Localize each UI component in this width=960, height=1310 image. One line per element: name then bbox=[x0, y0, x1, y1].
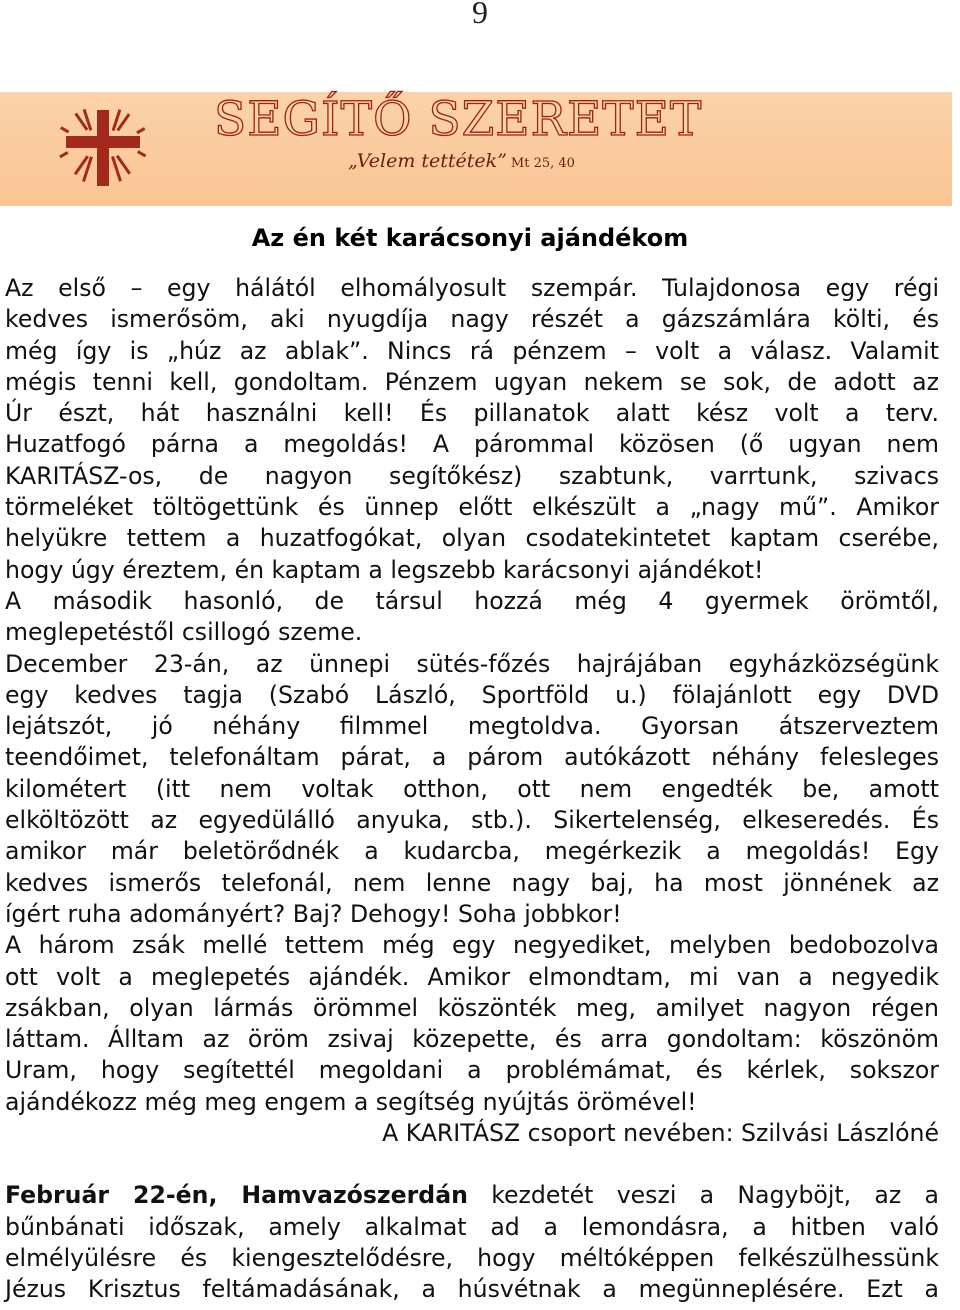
article-line: zsákban, olyan lármás örömmel köszönték meg, amilyet nagyon régen bbox=[5, 993, 939, 1022]
article-title: Az én két karácsonyi ajándékom bbox=[251, 224, 689, 252]
banner-reference: Mt 25, 40 bbox=[510, 156, 575, 171]
article-line: egy kedves tagja (Szabó László, Sportföld u.) fölajánlott egy DVD bbox=[5, 680, 939, 709]
article-line: elköltözött az egyedülálló anyuka, stb.). Sikertelenség, elkeseredés. És bbox=[5, 806, 939, 835]
next-article-line: elmélyülésre és kiengesztelődésre, hogy méltóképpen felkészülhessünk bbox=[5, 1243, 939, 1272]
article-line: hogy úgy éreztem, én kaptam a legszebb karácsonyi ajándékot! bbox=[5, 555, 764, 584]
article-line: mégis tenni kell, gondoltam. Pénzem ugyan nekem se sok, de adott az bbox=[5, 367, 939, 396]
page-number: 9 bbox=[472, 0, 488, 30]
article-line: Huzatfogó párna a megoldás! A párommal közösen (ő ugyan nem bbox=[5, 430, 939, 459]
article-line: Úr észt, hát használni kell! És pillanatok alatt kész volt a terv. bbox=[5, 399, 939, 428]
banner-quote: „Velem tettétek” bbox=[348, 150, 507, 172]
article-line: December 23-án, az ünnepi sütés-főzés hajrájában egyházközségünk bbox=[5, 649, 939, 678]
article-line: még így is „húz az ablak”. Nincs rá pénzem – volt a válasz. Valamit bbox=[5, 336, 939, 365]
article-line: ígért ruha adományért? Baj? Dehogy! Soha jobbkor! bbox=[5, 899, 622, 928]
banner-title: SEGÍTŐ SZERETET bbox=[214, 92, 703, 147]
article-line: kedves ismerősöm, aki nyugdíja nagy részét a gázszámlára költi, és bbox=[5, 305, 939, 334]
article-line: helyükre tettem a huzatfogókat, olyan csodatekintetet kaptam cserébe, bbox=[5, 524, 939, 553]
next-article-line bbox=[5, 1180, 939, 1211]
article-line: kilométert (itt nem voltak otthon, ott nem engedték be, amott bbox=[5, 774, 939, 803]
article-line: Uram, hogy segítettél megoldani a problémámat, és kérlek, sokszor bbox=[5, 1056, 939, 1085]
article-line: meglepetéstől csillogó szeme. bbox=[5, 618, 363, 647]
article-line: láttam. Álltam az öröm zsivaj közepette, és arra gondoltam: köszönöm bbox=[5, 1025, 939, 1054]
article-line: amikor már beletörődnék a kudarcba, megérkezik a megoldás! Egy bbox=[5, 837, 939, 866]
article-line: ott volt a meglepetés ajándék. Amikor elmondtam, mi van a negyedik bbox=[5, 962, 939, 991]
caritas-cross-logo-icon bbox=[58, 106, 148, 190]
article-line: Az első – egy hálától elhomályosult szempár. Tulajdonosa egy régi bbox=[5, 274, 939, 302]
article-line: A második hasonló, de társul hozzá még 4 gyermek örömtől, bbox=[5, 586, 939, 615]
next-article-lead: Február 22-én, Hamvazószerdán bbox=[5, 1181, 468, 1210]
article-line: A három zsák mellé tettem még egy negyediket, melyben bedobozolva bbox=[5, 931, 939, 960]
article-line: ajándékozz még meg engem a segítség nyújtás örömével! bbox=[5, 1087, 697, 1116]
article-line: KARITÁSZ-os, de nagyon segítőkész) szabtunk, varrtunk, szivacs bbox=[5, 461, 939, 490]
article-line: kedves ismerős telefonál, nem lenne nagy baj, ha most jönnének az bbox=[5, 868, 939, 897]
next-article-line: Jézus Krisztus feltámadásának, a húsvétnak a megünneplésére. Ezt a bbox=[5, 1275, 939, 1304]
article-line: teendőimet, telefonáltam párat, a párom autókázott néhány felesleges bbox=[5, 743, 939, 772]
article-signature: A KARITÁSZ csoport nevében: Szilvási Lászlóné bbox=[382, 1119, 939, 1148]
next-article-lead-rest: kezdetét veszi a Nagyböjt, az a bbox=[467, 1181, 940, 1210]
article-line: lejátszót, jó néhány filmmel megtoldva. Gyorsan átszerveztem bbox=[5, 712, 939, 741]
article-line: törmeléket töltögettünk és ünnep előtt elkészült a „nagy mű”. Amikor bbox=[5, 493, 939, 522]
header-banner bbox=[0, 92, 952, 206]
banner-subtitle bbox=[348, 150, 575, 172]
next-article-line: bűnbánati időszak, amely alkalmat ad a lemondásra, a hitben való bbox=[5, 1212, 939, 1241]
article-body bbox=[5, 273, 939, 1306]
